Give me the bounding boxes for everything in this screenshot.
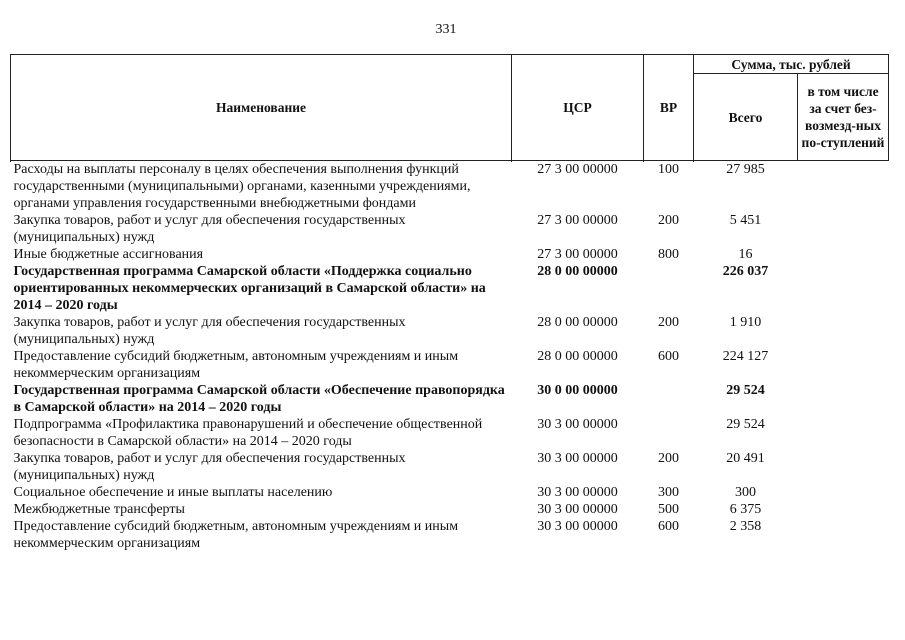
table-row: [11, 518, 889, 552]
row-vr: 100: [658, 162, 679, 177]
row-csr: 30 3 00 00000: [537, 485, 618, 500]
table-row: [11, 484, 889, 501]
row-vr: 300: [658, 485, 679, 500]
header-name: Наименование: [11, 55, 512, 161]
table-row: [11, 348, 889, 382]
row-name: Подпрограмма «Профилактика правонарушений и обеспечение общественной безопасности в Самарской области» на 2014 – 2020 годы: [13, 417, 483, 449]
row-total: 27 985: [726, 162, 765, 177]
row-vr: 200: [658, 451, 679, 466]
row-total: 29 524: [726, 417, 765, 432]
row-total: 16: [738, 247, 753, 262]
row-csr: 30 3 00 00000: [537, 519, 618, 534]
row-vr: [644, 382, 694, 416]
row-csr: 27 3 00 00000: [537, 162, 618, 177]
row-free-receipts: [798, 314, 889, 348]
row-csr: 30 3 00 00000: [537, 417, 618, 432]
row-total: 2 358: [729, 519, 762, 534]
row-vr: 600: [658, 349, 679, 364]
row-total: 20 491: [726, 451, 765, 466]
row-csr: 30 3 00 00000: [537, 502, 618, 517]
row-free-receipts: [798, 161, 889, 213]
table-row: [11, 314, 889, 348]
row-total: 6 375: [729, 502, 762, 517]
row-name: Государственная программа Самарской области «Поддержка социально ориентированных некоммерческих организаций в Самарской области» на 2014 – 2020 годы: [13, 264, 486, 313]
page-number: 331: [435, 22, 457, 37]
table-row: [11, 450, 889, 484]
row-vr: 200: [658, 315, 679, 330]
row-name: Социальное обеспечение и иные выплаты населению: [13, 485, 333, 500]
row-free-receipts: [798, 382, 889, 416]
row-total: 29 524: [726, 383, 765, 398]
row-free-receipts: [798, 212, 889, 246]
row-free-receipts: [798, 501, 889, 518]
row-vr: 600: [658, 519, 679, 534]
row-vr: 500: [658, 502, 679, 517]
row-name: Иные бюджетные ассигнования: [13, 247, 204, 262]
table-row: [11, 501, 889, 518]
row-csr: 30 0 00 00000: [537, 383, 618, 398]
row-name: Закупка товаров, работ и услуг для обеспечения государственных (муниципальных) нужд: [13, 213, 406, 245]
row-csr: 27 3 00 00000: [537, 247, 618, 262]
header-sum-group: Сумма, тыс. рублей: [694, 55, 889, 74]
row-total: 300: [735, 485, 756, 500]
row-free-receipts: [798, 450, 889, 484]
row-name: Государственная программа Самарской области «Обеспечение правопорядка в Самарской области» на 2014 – 2020 годы: [13, 383, 505, 415]
row-csr: 28 0 00 00000: [537, 264, 618, 279]
table-row: [11, 263, 889, 314]
row-csr: 28 0 00 00000: [537, 349, 618, 364]
row-free-receipts: [798, 416, 889, 450]
header-csr: ЦСР: [512, 55, 644, 161]
table-body: [11, 161, 889, 553]
row-free-receipts: [798, 518, 889, 552]
header-vr: ВР: [644, 55, 694, 161]
header-free-receipts: в том числе за счет без-возмезд-ных по-ступлений: [798, 74, 889, 161]
row-csr: 30 3 00 00000: [537, 451, 618, 466]
row-total: 224 127: [722, 349, 769, 364]
row-free-receipts: [798, 348, 889, 382]
row-vr: [644, 263, 694, 314]
row-name: Закупка товаров, работ и услуг для обеспечения государственных (муниципальных) нужд: [13, 315, 406, 347]
table-row: [11, 161, 889, 213]
row-name: Расходы на выплаты персоналу в целях обеспечения выполнения функций государственными (муниципальными) органами, казенными учреждениями, органами управления государственными внебюджетными фондами: [13, 162, 471, 211]
table-row: [11, 212, 889, 246]
row-vr: 800: [658, 247, 679, 262]
table-row: [11, 416, 889, 450]
row-csr: 27 3 00 00000: [537, 213, 618, 228]
row-name: Закупка товаров, работ и услуг для обеспечения государственных (муниципальных) нужд: [13, 451, 406, 483]
table-row: [11, 246, 889, 263]
row-vr: [644, 416, 694, 450]
row-name: Предоставление субсидий бюджетным, автономным учреждениям и иным некоммерческим организациям: [13, 349, 459, 381]
table-header: [11, 55, 889, 161]
row-csr: 28 0 00 00000: [537, 315, 618, 330]
row-total: 226 037: [722, 264, 769, 279]
budget-table: [10, 54, 889, 552]
header-total: Всего: [694, 74, 798, 161]
row-free-receipts: [798, 484, 889, 501]
row-name: Предоставление субсидий бюджетным, автономным учреждениям и иным некоммерческим организациям: [13, 519, 459, 551]
table-row: [11, 382, 889, 416]
row-total: 1 910: [729, 315, 762, 330]
row-name: Межбюджетные трансферты: [13, 502, 185, 517]
row-vr: 200: [658, 213, 679, 228]
row-free-receipts: [798, 263, 889, 314]
row-total: 5 451: [729, 213, 762, 228]
row-free-receipts: [798, 246, 889, 263]
